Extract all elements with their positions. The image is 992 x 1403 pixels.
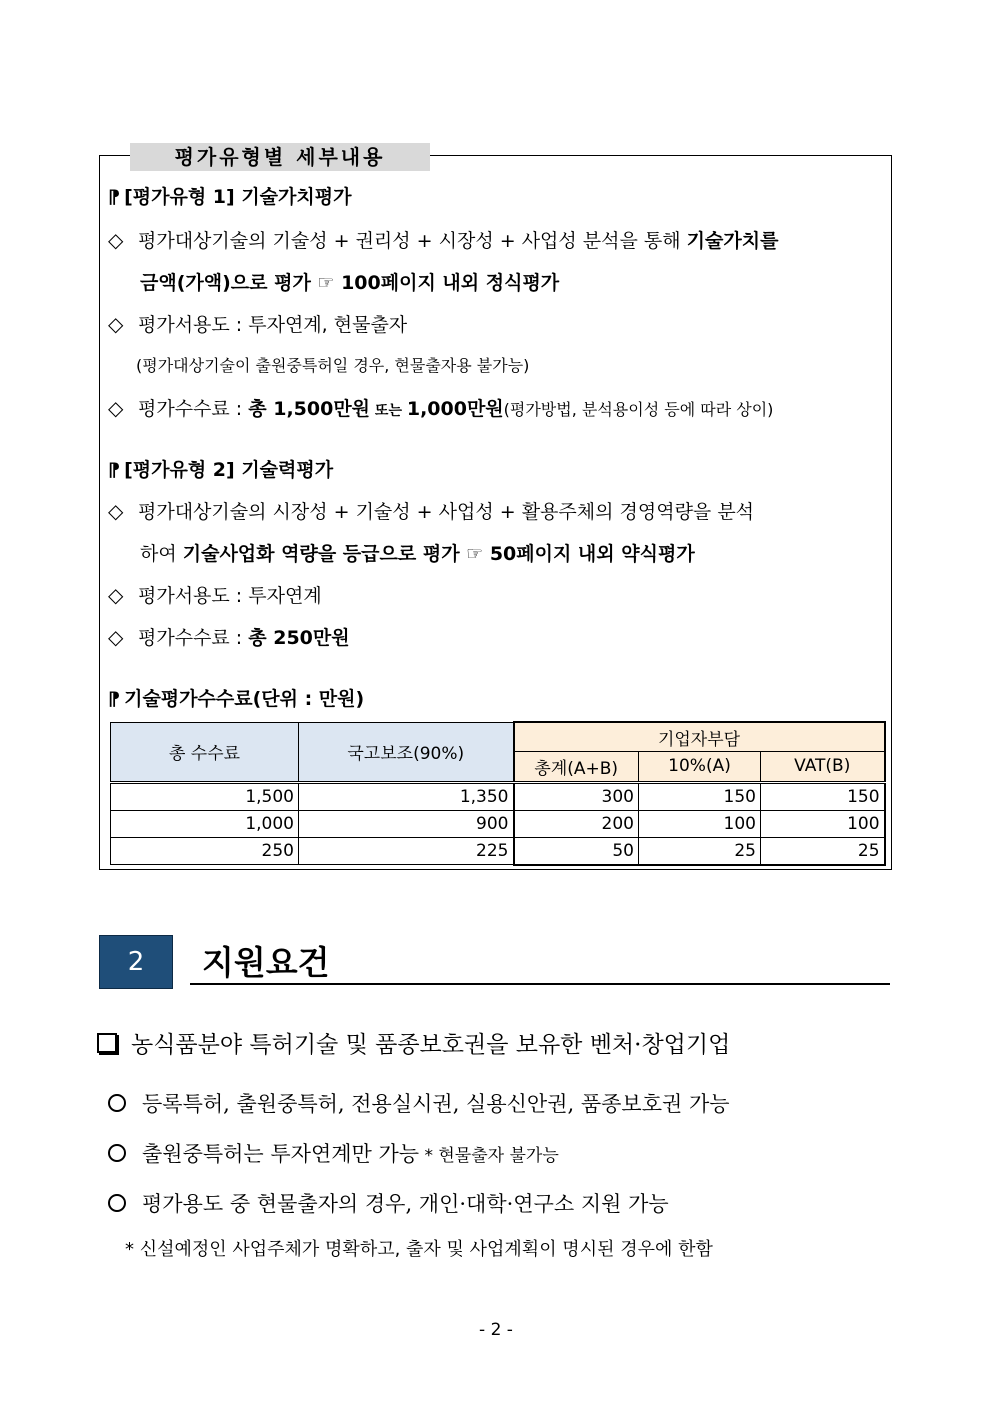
diamond-icon: ◇ — [108, 396, 124, 420]
flag-icon: ⁋ — [108, 186, 121, 208]
type2-bullet1-line2: 하여 기술사업화 역량을 등급으로 평가 ☞ 50페이지 내외 약식평가 — [140, 543, 695, 565]
requirement-item: 등록특허, 출원중특허, 전용실시권, 실용신안권, 품종보호권 가능 — [108, 1088, 730, 1118]
diamond-icon: ◇ — [108, 583, 124, 607]
header-subsidy: 국고보조(90%) — [299, 722, 514, 782]
type2-bullet2: ◇ 평가서용도 : 투자연계 — [108, 583, 322, 607]
type1-bullet3: ◇ 평가수수료 : 총 1,500만원 또는 1,000만원(평가방법, 분석용이성 등에 따라 상이) — [108, 396, 774, 420]
type1-bullet2: ◇ 평가서용도 : 투자연계, 현물출자 — [108, 312, 408, 336]
diamond-icon: ◇ — [108, 499, 124, 523]
requirement-footnote: * 신설예정인 사업주체가 명확하고, 출자 및 사업계획이 명시된 경우에 한함 — [125, 1239, 713, 1260]
type2-bullet1: ◇ 평가대상기술의 시장성 + 기술성 + 사업성 + 활용주체의 경영역량을 분석 — [108, 499, 755, 523]
requirement-item: 평가용도 중 현물출자의 경우, 개인·대학·연구소 지원 가능 — [108, 1188, 669, 1218]
circle-bullet-icon — [108, 1194, 126, 1212]
header-sum: 총계(A+B) — [514, 752, 639, 782]
box-title: 평가유형별 세부내용 — [130, 143, 430, 171]
header-vat: VAT(B) — [761, 752, 885, 782]
fee-heading: ⁋ 기술평가수수료(단위 : 만원) — [108, 688, 365, 710]
section-number: 2 — [99, 935, 173, 989]
type1-bullet1-line2: 금액(가액)으로 평가 ☞ 100페이지 내외 정식평가 — [140, 272, 560, 294]
flag-icon: ⁋ — [108, 459, 121, 481]
requirement-item: 출원중특허는 투자연계만 가능 * 현물출자 불가능 — [108, 1138, 559, 1168]
checkbox-square-icon — [97, 1033, 117, 1053]
table-row: 250 225 50 25 25 — [111, 837, 885, 865]
flag-icon: ⁋ — [108, 688, 121, 710]
page-number: - 2 - — [479, 1320, 513, 1340]
header-ten-percent: 10%(A) — [639, 752, 761, 782]
header-total-fee: 총 수수료 — [111, 722, 299, 782]
type1-heading: ⁋ [평가유형 1] 기술가치평가 — [108, 186, 352, 208]
circle-bullet-icon — [108, 1094, 126, 1112]
type1-bullet2-note: (평가대상기술이 출원중특허일 경우, 현물출자용 불가능) — [136, 356, 530, 375]
requirement-main: 농식품분야 특허기술 및 품종보호권을 보유한 벤처·창업기업 — [97, 1026, 730, 1059]
type1-bullet1: ◇ 평가대상기술의 기술성 + 권리성 + 시장성 + 사업성 분석을 통해 기술가치를 — [108, 228, 779, 252]
section-rule — [190, 983, 890, 985]
fee-table — [110, 721, 886, 866]
diamond-icon: ◇ — [108, 228, 124, 252]
diamond-icon: ◇ — [108, 312, 124, 336]
diamond-icon: ◇ — [108, 625, 124, 649]
table-row: 1,500 1,350 300 150 150 — [111, 782, 885, 810]
circle-bullet-icon — [108, 1144, 126, 1162]
table-row: 1,000 900 200 100 100 — [111, 810, 885, 837]
type2-bullet3: ◇ 평가수수료 : 총 250만원 — [108, 625, 350, 649]
type2-heading: ⁋ [평가유형 2] 기술력평가 — [108, 459, 334, 481]
header-company-share: 기업자부담 — [514, 722, 885, 752]
section-title: 지원요건 — [202, 943, 330, 982]
